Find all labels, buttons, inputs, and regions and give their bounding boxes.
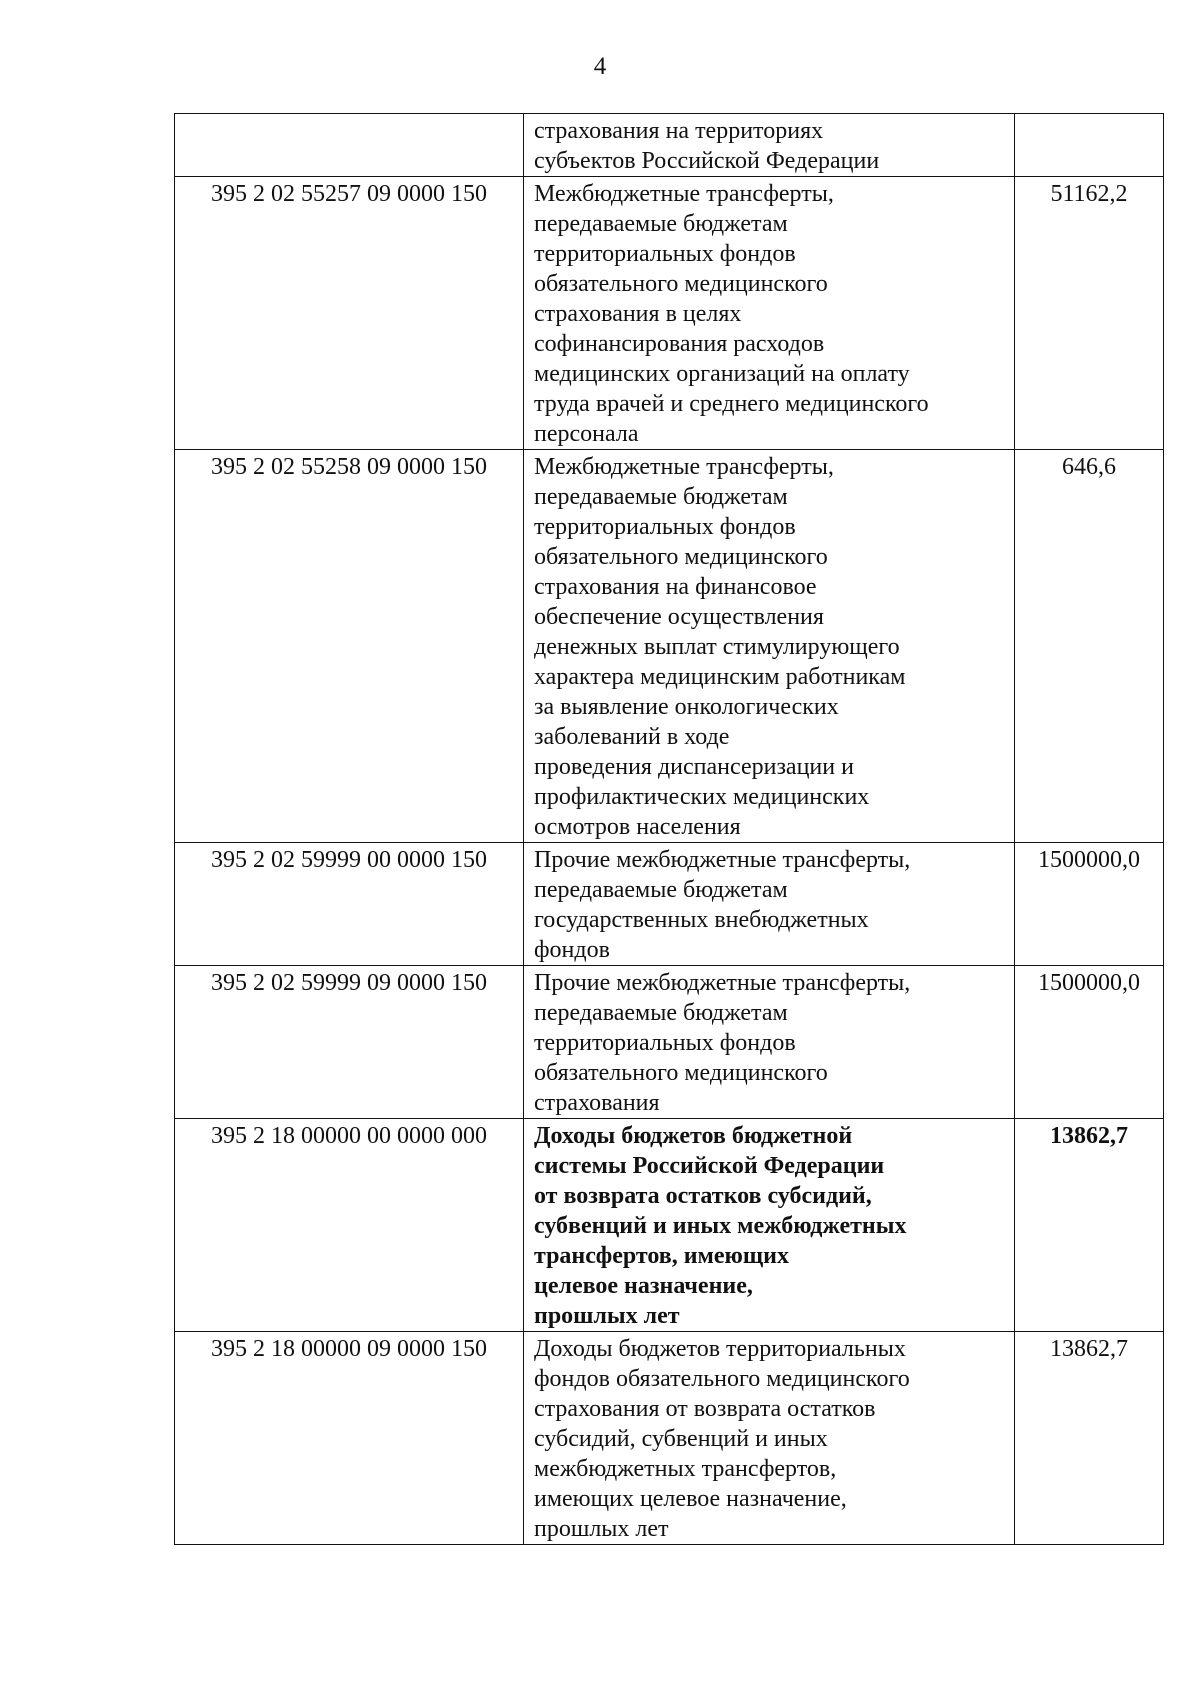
amount-cell: 13862,7 <box>1015 1332 1164 1545</box>
budget-code-cell: 395 2 02 59999 00 0000 150 <box>175 843 524 966</box>
table-row <box>175 843 1164 966</box>
amount-cell <box>1015 114 1164 177</box>
budget-code-cell: 395 2 02 55258 09 0000 150 <box>175 450 524 843</box>
amount-cell: 646,6 <box>1015 450 1164 843</box>
amount-cell: 1500000,0 <box>1015 843 1164 966</box>
amount-cell: 13862,7 <box>1015 1119 1164 1332</box>
description-cell: Доходы бюджетов бюджетной системы Российской Федерации от возврата остатков субсидий, субвенций и иных межбюджетных трансфертов, имеющих целевое назначение, прошлых лет <box>524 1119 1015 1332</box>
amount-cell: 1500000,0 <box>1015 966 1164 1119</box>
description-cell: Межбюджетные трансферты, передаваемые бюджетам территориальных фондов обязательного медицинского страхования в целях софинансирования расходов медицинских организаций на оплату труда врачей и среднего медицинского персонала <box>524 177 1015 450</box>
budget-code-cell: 395 2 18 00000 00 0000 000 <box>175 1119 524 1332</box>
budget-revenue-table <box>174 113 1164 1545</box>
amount-cell: 51162,2 <box>1015 177 1164 450</box>
budget-code-cell <box>175 114 524 177</box>
table-row <box>175 966 1164 1119</box>
budget-code-cell: 395 2 02 55257 09 0000 150 <box>175 177 524 450</box>
description-cell: Прочие межбюджетные трансферты, передаваемые бюджетам государственных внебюджетных фондов <box>524 843 1015 966</box>
table-row-total <box>175 1119 1164 1332</box>
budget-table-body <box>175 114 1164 1545</box>
table-row <box>175 450 1164 843</box>
description-cell: Прочие межбюджетные трансферты, передаваемые бюджетам территориальных фондов обязательного медицинского страхования <box>524 966 1015 1119</box>
budget-code-cell: 395 2 02 59999 09 0000 150 <box>175 966 524 1119</box>
description-cell: Межбюджетные трансферты, передаваемые бюджетам территориальных фондов обязательного медицинского страхования на финансовое обеспечение осуществления денежных выплат стимулирующего характера медицинским работникам за выявление онкологических заболеваний в ходе проведения диспансеризации и профилактических медицинских осмотров населения <box>524 450 1015 843</box>
budget-code-cell: 395 2 18 00000 09 0000 150 <box>175 1332 524 1545</box>
description-cell: страхования на территориях субъектов Российской Федерации <box>524 114 1015 177</box>
description-cell: Доходы бюджетов территориальных фондов обязательного медицинского страхования от возврата остатков субсидий, субвенций и иных межбюджетных трансфертов, имеющих целевое назначение, прошлых лет <box>524 1332 1015 1545</box>
table-row <box>175 1332 1164 1545</box>
table-row <box>175 177 1164 450</box>
page-number: 4 <box>593 53 607 80</box>
table-row <box>175 114 1164 177</box>
